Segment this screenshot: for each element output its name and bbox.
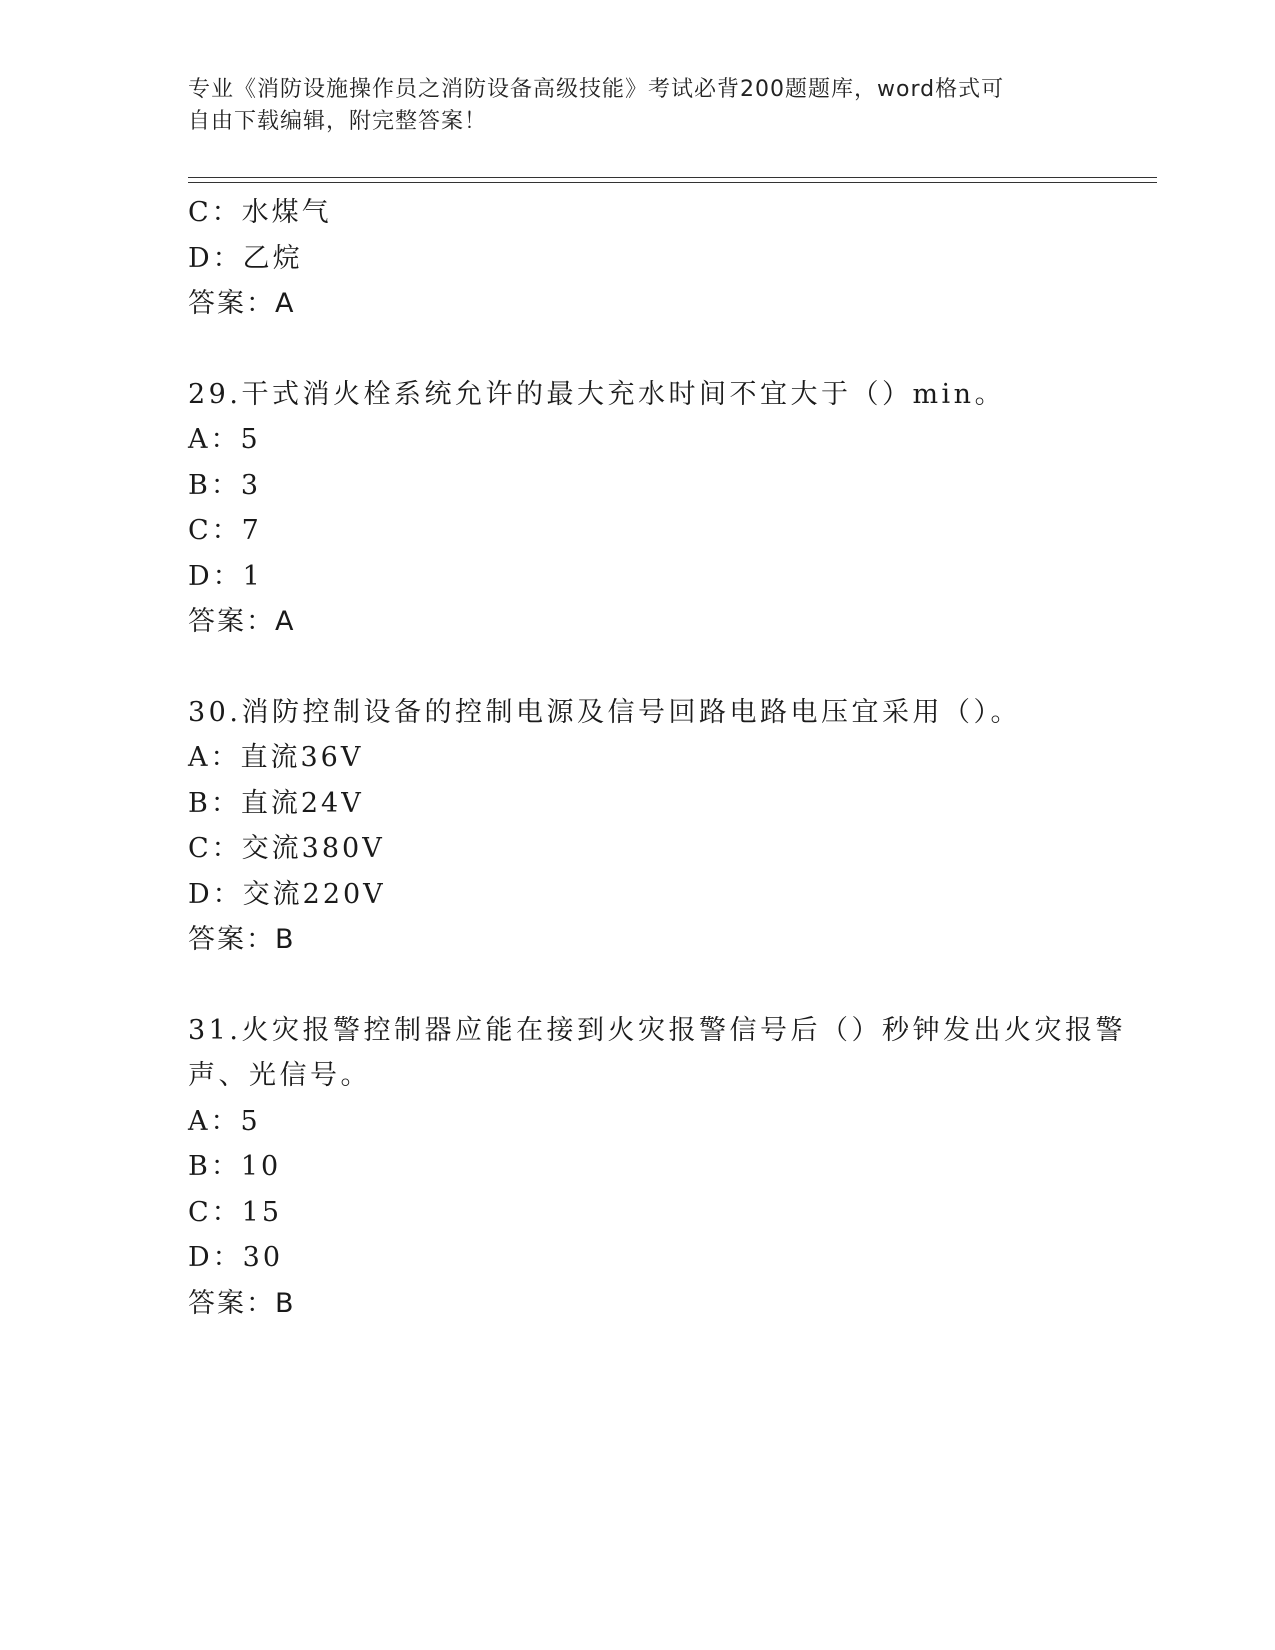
header-divider-bottom xyxy=(188,182,1157,183)
question-block-30 xyxy=(188,690,1148,963)
question-list xyxy=(188,190,1148,1326)
answer-line: 答案：B xyxy=(188,924,296,955)
option-c: C：15 xyxy=(188,1196,283,1228)
question-text: 29.干式消火栓系统允许的最大充水时间不宜大于（）min。 xyxy=(188,378,1006,410)
option-a: A：5 xyxy=(188,424,261,455)
question-text-line-2: 声、光信号。 xyxy=(188,1060,371,1091)
option-b: B：10 xyxy=(188,1151,282,1182)
option-c: C：交流380V xyxy=(188,833,385,864)
spacer xyxy=(188,327,1148,372)
header-divider-top xyxy=(188,177,1157,178)
header-line-1: 专业《消防设施操作员之消防设备高级技能》考试必背200题题库，word格式可 xyxy=(188,77,1005,102)
spacer xyxy=(188,645,1148,690)
header-line-2: 自由下载编辑，附完整答案！ xyxy=(188,109,488,134)
option-b: B：直流24V xyxy=(188,787,364,819)
document-header xyxy=(188,74,1088,138)
answer-line: 答案：B xyxy=(188,1287,296,1319)
option-d: D：乙烷 xyxy=(188,242,303,274)
option-a: A：直流36V xyxy=(188,742,364,773)
question-text: 30.消防控制设备的控制电源及信号回路电路电压宜采用（）。 xyxy=(188,696,1021,728)
option-a: A：5 xyxy=(188,1105,261,1137)
spacer xyxy=(188,963,1148,1008)
answer-line: 答案：A xyxy=(188,606,296,637)
option-c: C：7 xyxy=(188,515,262,546)
question-block-28 xyxy=(188,190,1148,327)
option-d: D：交流220V xyxy=(188,878,386,910)
question-block-31 xyxy=(188,1008,1148,1327)
answer-line: 答案：A xyxy=(188,288,296,319)
option-d: D：30 xyxy=(188,1242,284,1273)
option-b: B：3 xyxy=(188,469,262,501)
option-c: C：水煤气 xyxy=(188,197,332,228)
question-text-line-1: 31.火灾报警控制器应能在接到火灾报警信号后（）秒钟发出火灾报警 xyxy=(188,1014,1126,1046)
question-block-29 xyxy=(188,372,1148,645)
option-d: D：1 xyxy=(188,560,263,592)
